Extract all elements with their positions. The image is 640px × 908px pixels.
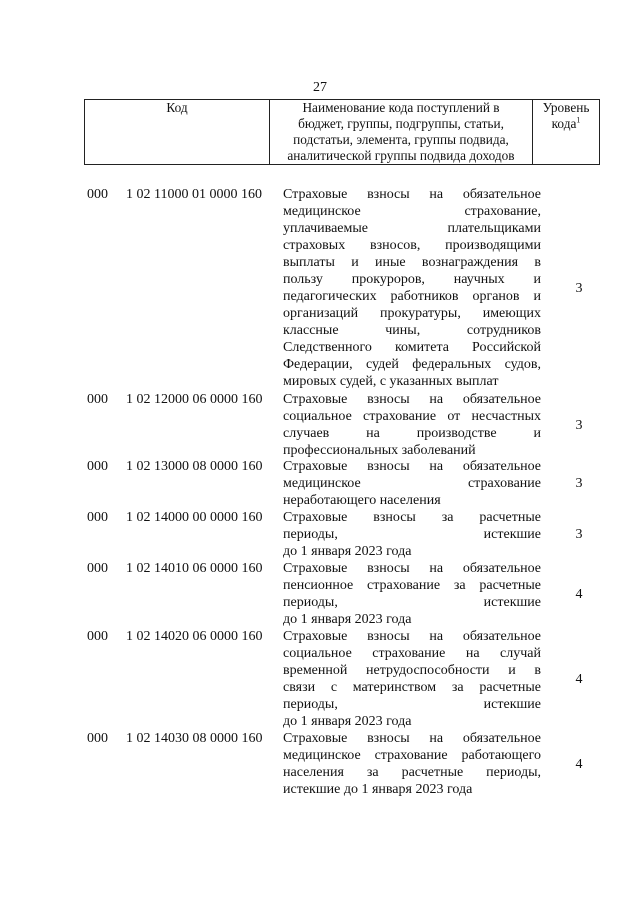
revenue-name-line: до 1 января 2023 года — [283, 714, 412, 729]
revenue-name-line: до 1 января 2023 года — [283, 544, 412, 559]
revenue-name-line: классные чины, сотрудников — [283, 323, 541, 338]
revenue-name-line: медицинское страхование, — [283, 204, 541, 219]
admin-code: 000 — [87, 392, 108, 407]
revenue-name-line: периоды, истекшие — [283, 595, 541, 610]
revenue-code: 1 02 14010 06 0000 160 — [126, 561, 263, 576]
revenue-name-line: профессиональных заболеваний — [283, 443, 476, 458]
revenue-name-line: Страховые взносы на обязательное — [283, 392, 541, 407]
revenue-name-line: периоды, истекшие — [283, 527, 541, 542]
revenue-name-line: Страховые взносы на обязательное — [283, 459, 541, 474]
revenue-name — [283, 391, 541, 459]
admin-code: 000 — [87, 629, 108, 644]
code-level: 3 — [575, 281, 583, 296]
revenue-name-line: Страховые взносы на обязательное — [283, 629, 541, 644]
revenue-name-line: истекшие до 1 января 2023 года — [283, 782, 473, 797]
revenue-name-line: неработающего населения — [283, 493, 441, 508]
code-level: 3 — [575, 527, 583, 542]
admin-code: 000 — [87, 510, 108, 525]
revenue-name-line: периоды, истекшие — [283, 697, 541, 712]
admin-code: 000 — [87, 187, 108, 202]
revenue-name-line: мировых судей, с указанных выплат — [283, 374, 499, 389]
revenue-name-line: социальное страхование от несчастных — [283, 409, 541, 424]
header-level-line: Уровень — [542, 100, 590, 115]
revenue-code: 1 02 11000 01 0000 160 — [126, 187, 262, 202]
header-name-line: аналитической группы подвида доходов — [287, 148, 515, 163]
code-level: 3 — [575, 476, 583, 491]
revenue-name-line: случаев на производстве и — [283, 426, 541, 441]
header-name-line: подстатьи, элемента, группы подвида, — [293, 132, 509, 147]
revenue-name-line: Следственного комитета Российской — [283, 340, 541, 355]
revenue-name-line: пользу прокуроров, научных и — [283, 272, 541, 287]
revenue-name-line: Федерации, судей федеральных судов, — [283, 357, 541, 372]
revenue-name-line: временной нетрудоспособности и в — [283, 663, 541, 678]
revenue-name-line: организаций прокуратуры, имеющих — [283, 306, 541, 321]
revenue-name — [283, 509, 541, 560]
code-level: 3 — [575, 418, 583, 433]
revenue-name-line: связи с материнством за расчетные — [283, 680, 541, 695]
header-name-line: бюджет, группы, подгруппы, статьи, — [298, 116, 504, 131]
page-number: 27 — [313, 80, 327, 95]
admin-code: 000 — [87, 731, 108, 746]
code-level: 4 — [575, 672, 583, 687]
admin-code: 000 — [87, 561, 108, 576]
revenue-name-line: Страховые взносы за расчетные — [283, 510, 541, 525]
revenue-name — [283, 628, 541, 730]
admin-code: 000 — [87, 459, 108, 474]
revenue-code: 1 02 13000 08 0000 160 — [126, 459, 263, 474]
revenue-name — [283, 186, 541, 390]
revenue-name-line: населения за расчетные периоды, — [283, 765, 541, 780]
revenue-name-line: Страховые взносы на обязательное — [283, 731, 541, 746]
revenue-name — [283, 560, 541, 628]
header-code: Код — [85, 100, 270, 165]
header-level-line — [535, 116, 597, 132]
revenue-code: 1 02 14020 06 0000 160 — [126, 629, 263, 644]
code-level: 4 — [575, 587, 583, 602]
table-header — [84, 99, 600, 165]
header-name-line: Наименование кода поступлений в — [302, 100, 500, 115]
revenue-name-line: социальное страхование на случай — [283, 646, 541, 661]
code-level: 4 — [575, 757, 583, 772]
revenue-code: 1 02 12000 06 0000 160 — [126, 392, 263, 407]
revenue-name-line: Страховые взносы на обязательное — [283, 561, 541, 576]
revenue-name-line: медицинское страхование — [283, 476, 541, 491]
header-level — [533, 100, 600, 165]
revenue-name-line: выплаты и иные вознаграждения в — [283, 255, 541, 270]
revenue-name-line: уплачиваемые плательщиками — [283, 221, 541, 236]
revenue-name-line: медицинское страхование работающего — [283, 748, 541, 763]
revenue-name — [283, 730, 541, 798]
header-level-word: кода — [551, 116, 577, 131]
revenue-code: 1 02 14000 00 0000 160 — [126, 510, 263, 525]
revenue-name-line: страховых взносов, производящими — [283, 238, 541, 253]
header-name — [270, 100, 533, 165]
revenue-name-line: до 1 января 2023 года — [283, 612, 412, 627]
revenue-name-line: пенсионное страхование за расчетные — [283, 578, 541, 593]
footnote-marker: 1 — [576, 115, 581, 125]
revenue-name-line: Страховые взносы на обязательное — [283, 187, 541, 202]
revenue-name — [283, 458, 541, 509]
revenue-name-line: педагогических работников органов и — [283, 289, 541, 304]
revenue-code: 1 02 14030 08 0000 160 — [126, 731, 263, 746]
